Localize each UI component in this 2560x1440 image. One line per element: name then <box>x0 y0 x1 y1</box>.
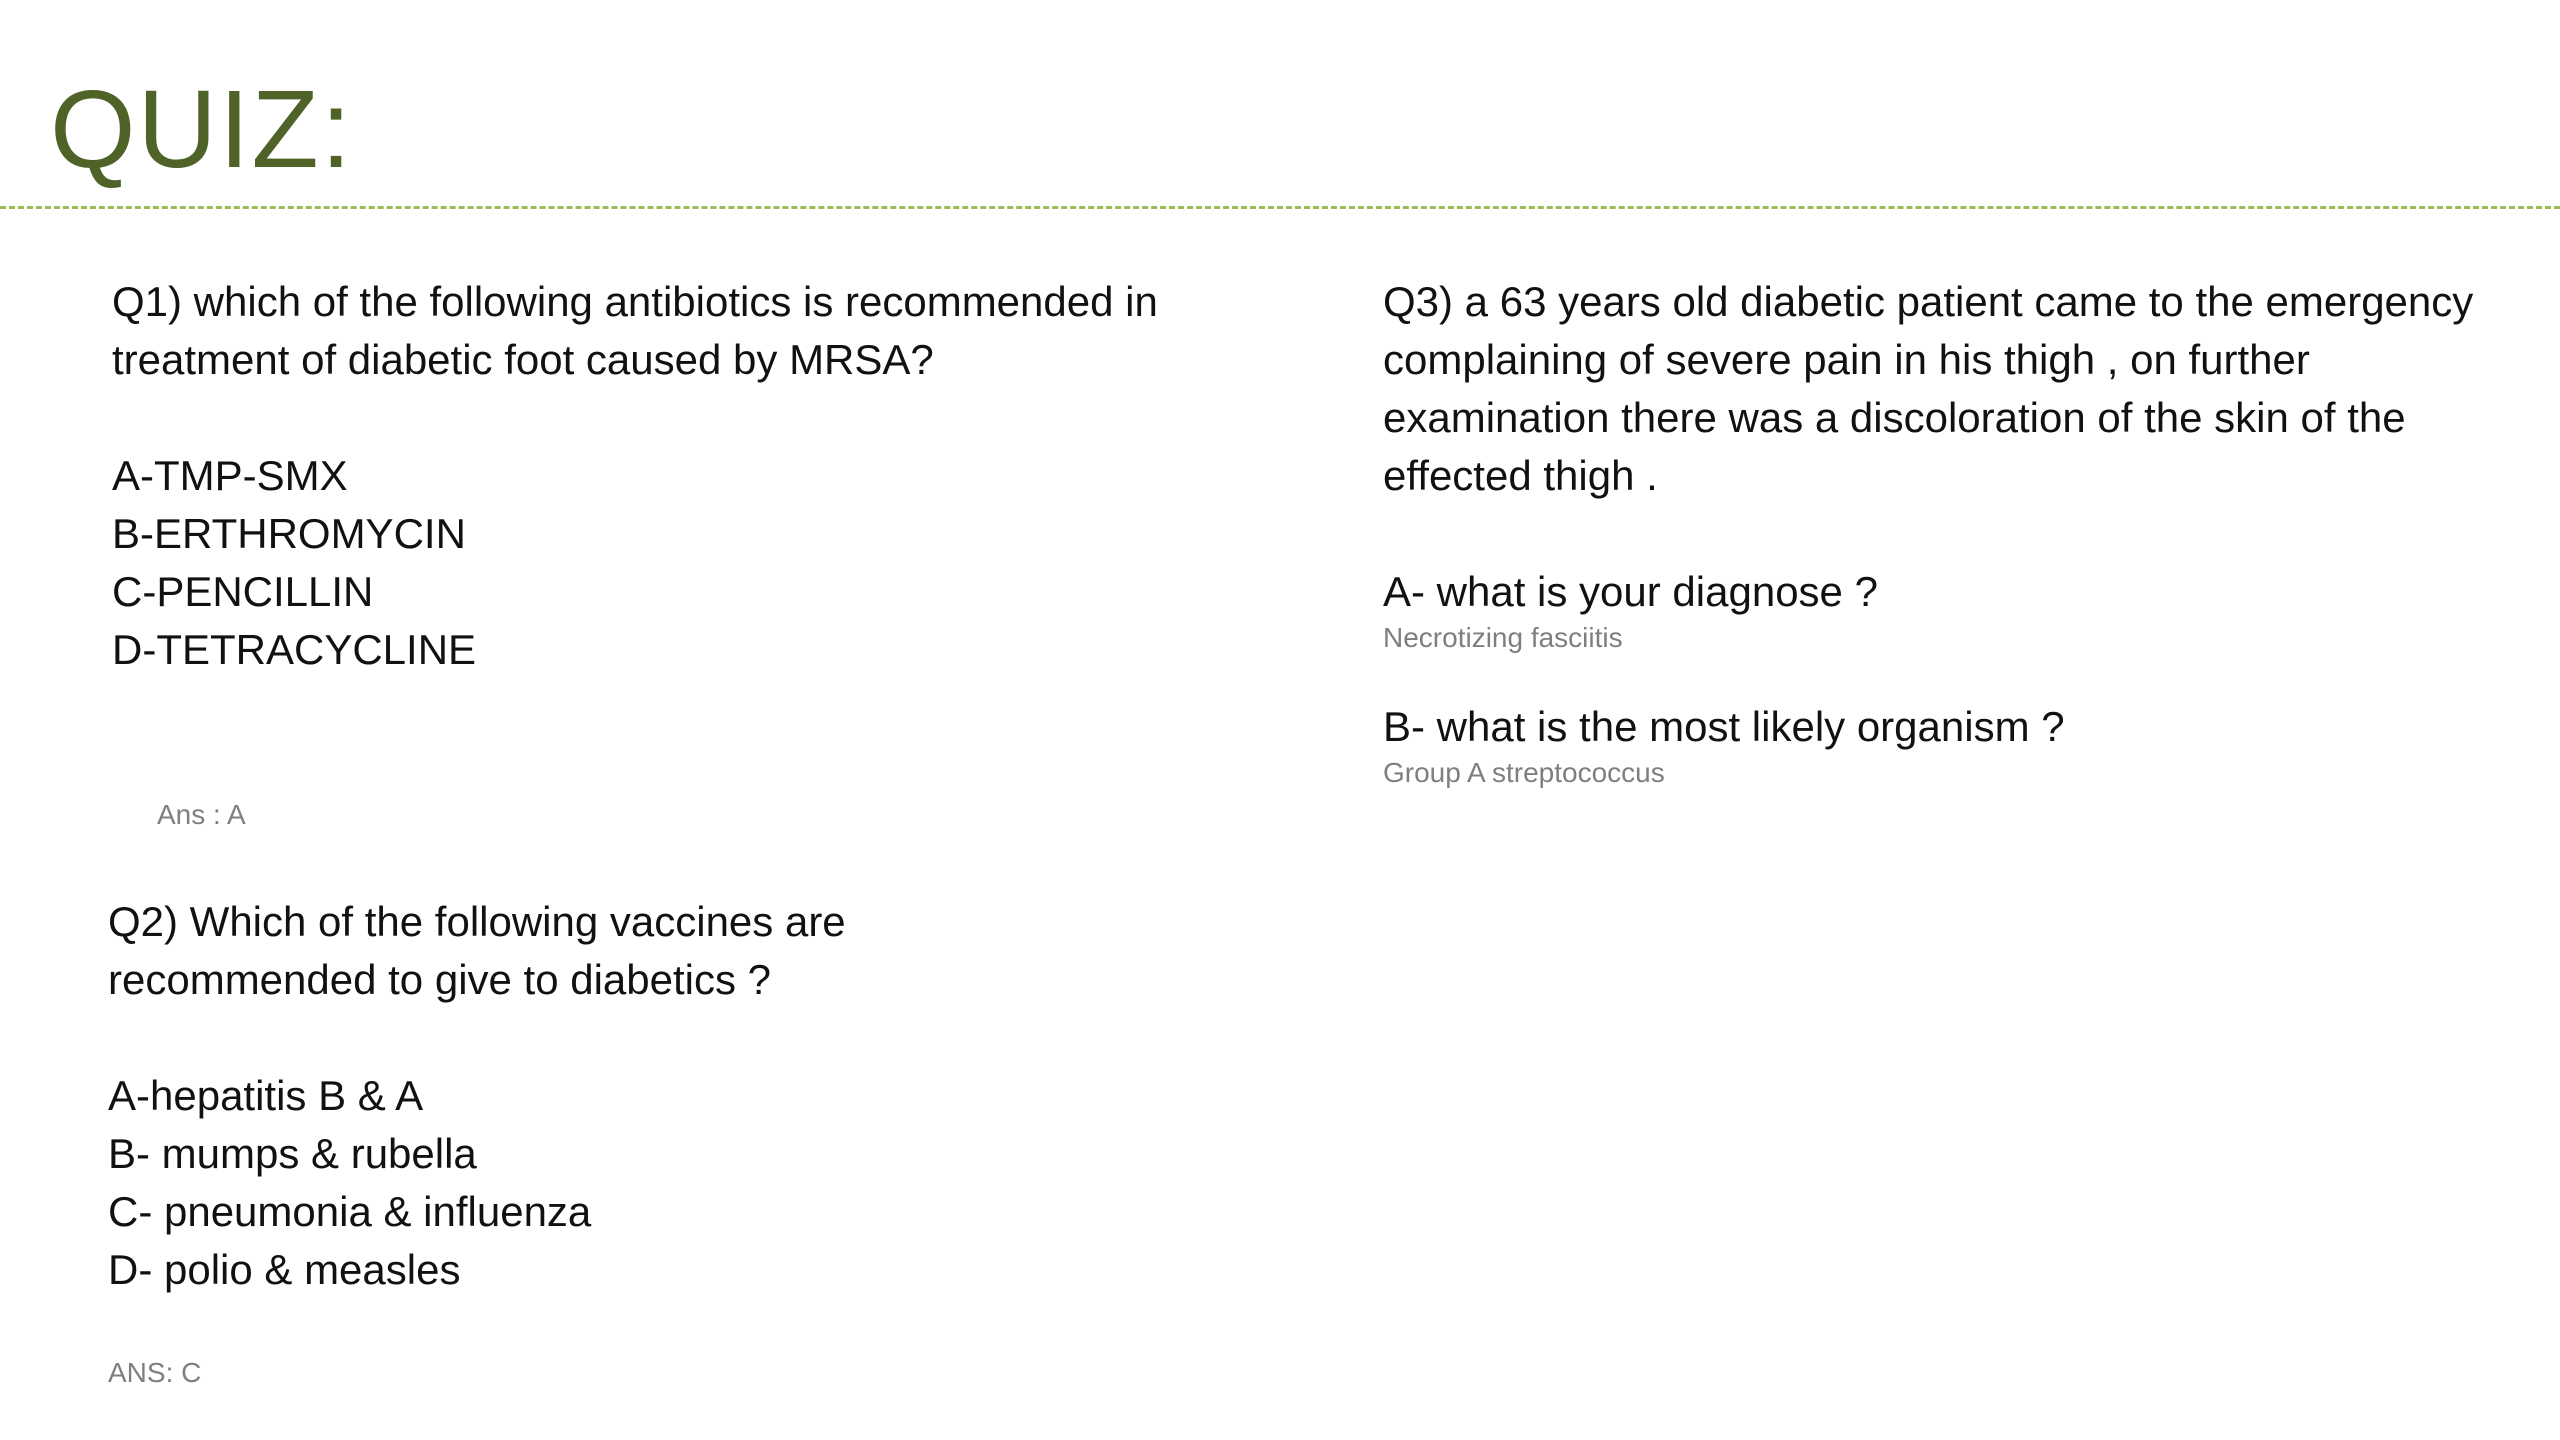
question-3-part-b-answer: Group A streptococcus <box>1383 757 1665 788</box>
question-2-option-a: A-hepatitis B & A <box>108 1072 424 1119</box>
question-2-options <box>108 1067 1008 1299</box>
question-3-part-a-answer: Necrotizing fasciitis <box>1383 622 1623 653</box>
question-1 <box>112 273 1312 389</box>
question-1-option-c: C-PENCILLIN <box>112 568 374 615</box>
question-1-answer: Ans : A <box>157 799 246 830</box>
question-3-part-a: A- what is your diagnose ? <box>1383 568 1878 615</box>
slide-title: QUIZ: <box>50 68 354 191</box>
question-1-option-a: A-TMP-SMX <box>112 452 348 499</box>
title-divider <box>0 206 2560 209</box>
question-3-part-b: B- what is the most likely organism ? <box>1383 703 2065 750</box>
question-2-answer: ANS: C <box>108 1357 202 1388</box>
question-1-option-d: D-TETRACYCLINE <box>112 626 477 673</box>
question-1-text: Q1) which of the following antibiotics is recommended in treatment of diabetic foot caused by MRSA? <box>112 278 1158 383</box>
question-1-options <box>112 447 912 679</box>
question-2-text: Q2) Which of the following vaccines are recommended to give to diabetics ? <box>108 898 846 1003</box>
question-2-option-b: B- mumps & rubella <box>108 1130 477 1177</box>
question-2 <box>108 893 1058 1009</box>
question-2-option-d: D- polio & measles <box>108 1246 461 1293</box>
question-2-option-c: C- pneumonia & influenza <box>108 1188 592 1235</box>
question-3 <box>1383 273 2523 505</box>
question-3-text: Q3) a 63 years old diabetic patient came to the emergency complaining of severe pain in his thigh , on further examination there was a discoloration of the skin of the effected thigh . <box>1383 278 2474 499</box>
question-1-option-b: B-ERTHROMYCIN <box>112 510 466 557</box>
